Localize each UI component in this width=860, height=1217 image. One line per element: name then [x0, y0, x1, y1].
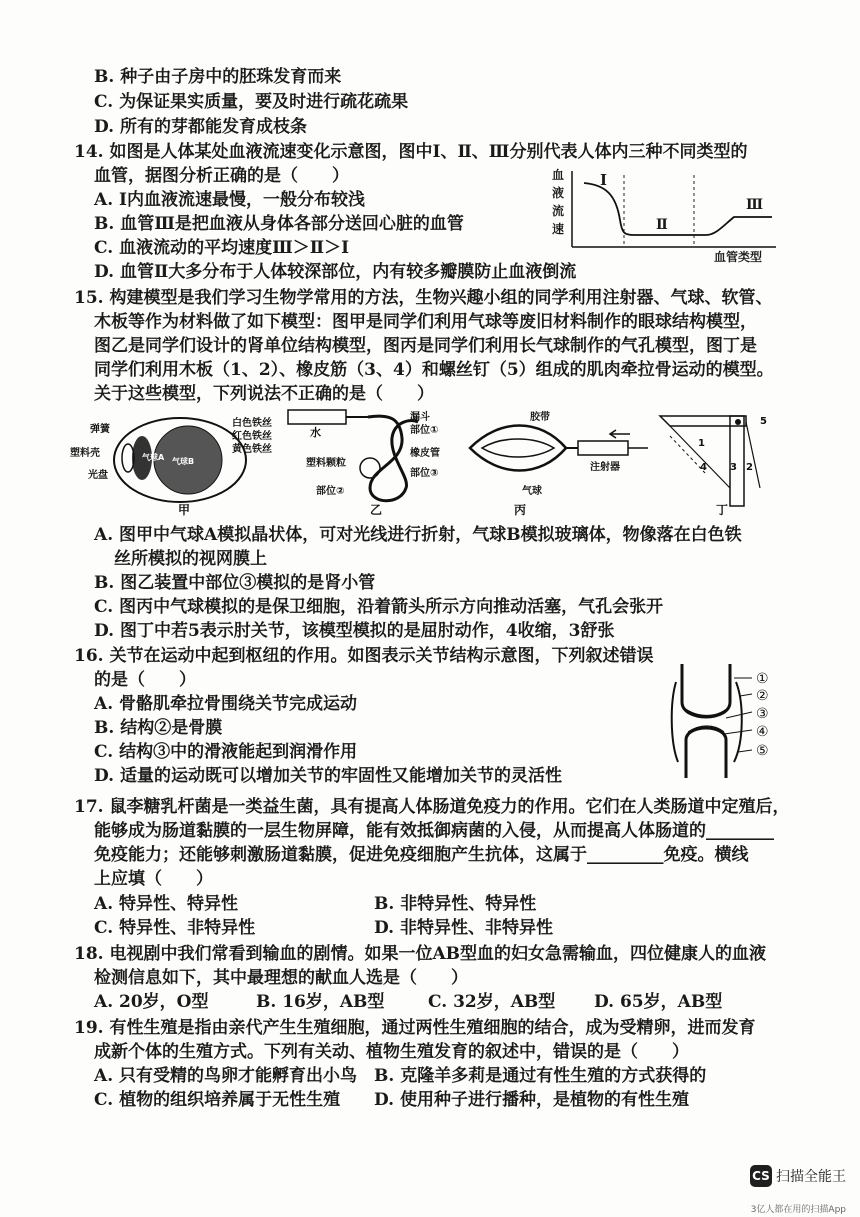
q15-stem-line1: 15. 构建模型是我们学习生物学常用的方法，生物兴趣小组的同学利用注射器、气球、软管、: [74, 288, 773, 308]
ding-label-3: 3: [730, 462, 737, 473]
q14-fig-label-ii: Ⅱ: [656, 217, 668, 233]
q14-fig-ylabel-2: 流: [552, 204, 565, 218]
q19-option-b: B. 克隆羊多莉是通过有性生殖的方式获得的: [374, 1066, 707, 1086]
joint-label-2: ②: [756, 688, 769, 704]
q15-stem-line3: 图乙是同学们设计的肾单位结构模型，图丙是同学们利用长气球制作的气孔模型，图丁是: [94, 336, 757, 356]
yi-syringe-barrel: [288, 410, 346, 424]
q17-option-d: D. 非特异性、非特异性: [374, 918, 553, 938]
q15-stem-line4: 同学们利用木板（1、2）、橡皮筋（3、4）和螺丝钉（5）组成的肌肉牵拉骨运动的模型。: [94, 360, 774, 380]
yi-label-rubber-tube: 橡皮管: [410, 448, 440, 459]
bing-arrow: [610, 430, 630, 438]
yi-pellets: [360, 458, 380, 478]
q17-stem-line3: 免疫能力；还能够刺激肠道黏膜，促进免疫细胞产生抗体，这属于_________免疫。横线: [94, 845, 749, 865]
cs-logo-icon: CS: [750, 1165, 772, 1187]
bing-label-balloon: 气球: [522, 486, 542, 497]
jia-label-disc: 光盘: [88, 470, 108, 481]
q14-fig-flow-curve: [584, 183, 772, 235]
q15-option-d: D. 图丁中若5表示肘关节，该模型模拟的是屈肘动作，4收缩，3舒张: [94, 621, 615, 641]
q19-option-c: C. 植物的组织培养属于无性生殖: [94, 1090, 341, 1110]
q19-option-a: A. 只有受精的鸟卵才能孵育出小鸟: [94, 1066, 358, 1086]
q17-option-a: A. 特异性、特异性: [94, 894, 239, 914]
q14-stem-line2: 血管，据图分析正确的是（ ）: [94, 166, 349, 186]
yi-caption: 乙: [370, 503, 383, 517]
q18-option-a: A. 20岁，O型: [94, 992, 209, 1012]
joint-label-3: ③: [756, 706, 769, 722]
q16-option-b: B. 结构②是骨膜: [94, 718, 223, 738]
yi-label-part1: 部位①: [410, 425, 439, 436]
q17-stem-line1: 17. 鼠李糖乳杆菌是一类益生菌，具有提高人体肠道免疫力的作用。它们在人类肠道中定殖后，: [74, 797, 790, 817]
ding-board-2: [730, 416, 744, 506]
jia-label-plastic-shell: 塑料壳: [70, 448, 100, 459]
yi-label-funnel: 漏斗: [410, 412, 430, 423]
jia-label-spring: 弹簧: [90, 424, 110, 435]
scanner-tagline: 3亿人都在用的扫描App: [750, 1205, 846, 1215]
yi-label-water: 水: [310, 426, 321, 439]
q13-option-d: D. 所有的芽都能发育成枝条: [94, 117, 307, 137]
q16-option-d: D. 适量的运动既可以增加关节的牢固性又能增加关节的灵活性: [94, 766, 562, 786]
q13-option-c: C. 为保证果实质量，要及时进行疏花疏果: [94, 92, 409, 112]
q14-fig-ylabel-3: 速: [552, 222, 565, 236]
ding-label-2: 2: [746, 462, 753, 473]
ding-label-1: 1: [698, 438, 705, 449]
q14-option-c: C. 血液流动的平均速度Ⅲ＞Ⅱ＞Ⅰ: [94, 238, 350, 258]
q14-stem-line1: 14. 如图是人体某处血液流速变化示意图，图中Ⅰ、Ⅱ、Ⅲ分别代表人体内三种不同类型的: [74, 142, 748, 162]
q18-stem-line1: 18. 电视剧中我们常看到输血的剧情。如果一位AB型血的妇女急需输血，四位健康人的血液: [74, 944, 767, 964]
joint-label-4: ④: [756, 724, 769, 740]
jia-label-balloon-a: 气球A: [142, 453, 165, 462]
q14-fig-label-i: Ⅰ: [600, 171, 608, 189]
q14-fig-xlabel: 血管类型: [714, 250, 763, 264]
q15-stem-line5: 关于这些模型，下列说法不正确的是（ ）: [94, 384, 434, 404]
yi-label-part2: 部位②: [316, 486, 345, 497]
q14-fig-label-iii: Ⅲ: [746, 197, 764, 213]
q15-option-b: B. 图乙装置中部位③模拟的是肾小管: [94, 573, 376, 593]
q16-stem-line2: 的是（ ）: [94, 670, 196, 690]
q19-stem-line2: 成新个体的生殖方式。下列有关动、植物生殖发育的叙述中，错误的是（ ）: [94, 1042, 689, 1062]
q13-option-b: B. 种子由子房中的胚珠发育而来: [94, 67, 342, 87]
q15-option-c: C. 图丙中气球模拟的是保卫细胞，沿着箭头所示方向推动活塞，气孔会张开: [94, 597, 664, 617]
q14-fig-ylabel-1: 液: [552, 186, 565, 200]
q14-fig-ylabel-0: 血: [552, 168, 565, 182]
q14-option-a: A. Ⅰ内血液流速最慢，一般分布较浅: [94, 190, 365, 210]
q15-figures: [70, 408, 790, 520]
q19-option-d: D. 使用种子进行播种，是植物的有性生殖: [374, 1090, 689, 1110]
q15-stem-line2: 木板等作为材料做了如下模型：图甲是同学们利用气球等废旧材料制作的眼球结构模型，: [94, 312, 757, 332]
q18-option-d: D. 65岁，AB型: [594, 992, 723, 1012]
jia-label-balloon-b: 气球B: [172, 457, 195, 466]
q14-option-d: D. 血管Ⅱ大多分布于人体较深部位，内有较多瓣膜防止血液倒流: [94, 262, 577, 282]
q16-option-c: C. 结构③中的滑液能起到润滑作用: [94, 742, 358, 762]
q16-joint-figure: [668, 662, 780, 780]
q17-stem-line4: 上应填（ ）: [94, 869, 213, 889]
joint-capsule-right: [734, 682, 742, 762]
yi-label-part3: 部位③: [410, 468, 439, 479]
jia-label-yellow-wire: 黄色铁丝: [232, 444, 272, 455]
q19-stem-line1: 19. 有性生殖是指由亲代产生生殖细胞，通过两性生殖细胞的结合，成为受精卵，进而发育: [74, 1018, 756, 1038]
q18-option-b: B. 16岁，AB型: [256, 992, 385, 1012]
q16-stem-line1: 16. 关节在运动中起到枢纽的作用。如图表示关节结构示意图，下列叙述错误: [74, 646, 654, 666]
jia-label-white-wire: 白色铁丝: [232, 418, 272, 429]
q17-option-c: C. 特异性、非特异性: [94, 918, 256, 938]
q17-stem-line2: 能够成为肠道黏膜的一层生物屏障，能有效抵御病菌的入侵，从而提高人体肠道的________: [94, 821, 774, 841]
ding-label-4: 4: [700, 462, 707, 473]
joint-lower-bone: [686, 728, 726, 778]
bing-label-tape: 胶带: [530, 412, 550, 423]
ding-caption: 丁: [716, 503, 729, 517]
ding-screw-5: [735, 419, 741, 425]
q18-option-c: C. 32岁，AB型: [428, 992, 556, 1012]
bing-balloon-outer: [470, 426, 566, 471]
q15-option-a-line2: 丝所模拟的视网膜上: [114, 549, 267, 569]
joint-capsule-left: [672, 682, 678, 762]
jia-caption: 甲: [178, 503, 191, 517]
q14-blood-flow-figure: [544, 165, 784, 265]
yi-label-pellets: 塑料颗粒: [306, 458, 346, 469]
ding-label-5: 5: [760, 416, 767, 427]
joint-upper-bone: [682, 664, 730, 717]
q14-option-b: B. 血管Ⅲ是把血液从身体各部分送回心脏的血管: [94, 214, 464, 234]
q15-option-a-line1: A. 图甲中气球A模拟晶状体，可对光线进行折射，气球B模拟玻璃体，物像落在白色铁: [94, 525, 742, 545]
q16-option-a: A. 骨骼肌牵拉骨围绕关节完成运动: [94, 694, 358, 714]
bing-balloon-inner: [482, 439, 554, 457]
q17-option-b: B. 非特异性、特异性: [374, 894, 537, 914]
joint-label-5: ⑤: [756, 743, 769, 759]
bing-syringe: [578, 441, 628, 455]
ding-band-3: [746, 422, 760, 488]
ding-band-4: [670, 426, 730, 488]
scanner-watermark: [750, 1165, 846, 1187]
bing-caption: 丙: [514, 503, 527, 517]
jia-label-red-wire: 红色铁丝: [232, 431, 272, 442]
q18-stem-line2: 检测信息如下，其中最理想的献血人选是（ ）: [94, 968, 468, 988]
bing-label-syringe: 注射器: [590, 462, 620, 473]
joint-label-1: ①: [756, 671, 769, 687]
ding-board-1: [660, 416, 746, 426]
scanner-brand: 扫描全能王: [776, 1169, 846, 1185]
